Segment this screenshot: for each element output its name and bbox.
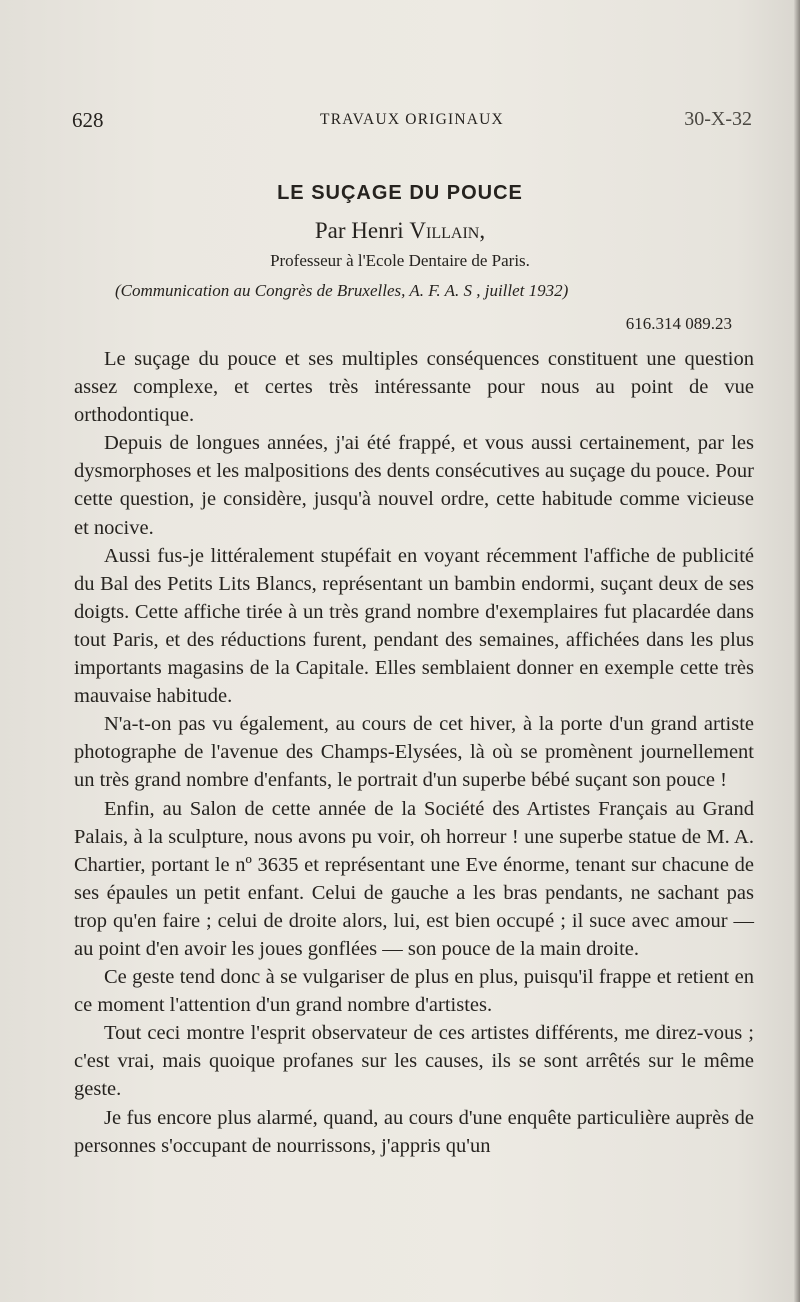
paragraph: Enfin, au Salon de cette année de la Société des Artistes Français au Grand Palais, à la sculpture, nous avons pu voir, oh horreur ! une superbe statue de M. A. Chartier, portant le nº 3635 et représentant une Eve énorme, tenant sur chacune de ses épaules un petit enfant. Celui de gauche a les bras pendants, ne sachant pas trop qu'en faire ; celui de droite alors, lui, est bien occupé ; il suce avec amour — au point d'en avoir les joues gonflées — son pouce de la main droite. — [74, 797, 754, 960]
classification-number: 616.314 089.23 — [625, 314, 732, 333]
paragraph: Depuis de longues années, j'ai été frappé, et vous aussi certainement, par les dysmorphoses et les malpositions des dents consécutives au suçage du pouce. Pour cette question, je considère, jusqu'à nouvel ordre, cette habitude comme vicieuse et nocive. — [74, 432, 754, 539]
paragraph: Aussi fus-je littéralement stupéfait en voyant récemment l'affiche de publicité du Bal des Petits Lits Blancs, représentant un bambin endormi, suçant deux de ses doigts. Cette affiche tirée à un très grand nombre d'exemplaires fut placardée dans tout Paris, et des réductions furent, pendant des semaines, affichées dans les plus importants magasins de la Capitale. Elles semblaient donner en exemple cette très mauvaise habitude. — [74, 544, 754, 708]
paragraph: Je fus encore plus alarmé, quand, au cours d'une enquête particulière auprès de personnes s'occupant de nourrissons, j'appris qu'un — [74, 1106, 754, 1157]
running-header — [72, 108, 752, 138]
byline — [0, 218, 800, 244]
paragraph: Le suçage du pouce et ses multiples conséquences constituent une question assez complexe, et certes très intéressante pour nous au point de vue orthodontique. — [74, 348, 754, 427]
running-title: TRAVAUX ORIGINAUX — [320, 111, 504, 128]
header-date: 30-X-32 — [684, 108, 752, 130]
author-affiliation: Professeur à l'Ecole Dentaire de Paris. — [270, 251, 530, 270]
communication-note: (Communication au Congrès de Bruxelles, A. F. A. S , juillet 1932) — [115, 281, 569, 300]
article-title: LE SUÇAGE DU POUCE — [277, 182, 523, 204]
paragraph: Tout ceci montre l'esprit observateur de ces artistes différents, me direz-vous ; c'est vrai, mais quoique profanes sur les causes, ils se sont arrêtés sur le même geste. — [74, 1022, 754, 1101]
byline-prefix: Par Henri — [314, 218, 404, 243]
paragraph: N'a-t-on pas vu également, au cours de cet hiver, à la porte d'un grand artiste photographe de l'avenue des Champs-Elysées, là où se promènent journellement un très grand nombre d'enfants, le portrait d'un superbe bébé suçant son pouce ! — [74, 713, 754, 792]
page-number: 628 — [72, 108, 104, 132]
paragraph: Ce geste tend donc à se vulgariser de plus en plus, puisqu'il frappe et retient en ce moment l'attention d'un grand nombre d'artistes. — [74, 966, 754, 1017]
author-surname: Villain, — [409, 218, 486, 243]
article-body — [74, 345, 754, 1160]
